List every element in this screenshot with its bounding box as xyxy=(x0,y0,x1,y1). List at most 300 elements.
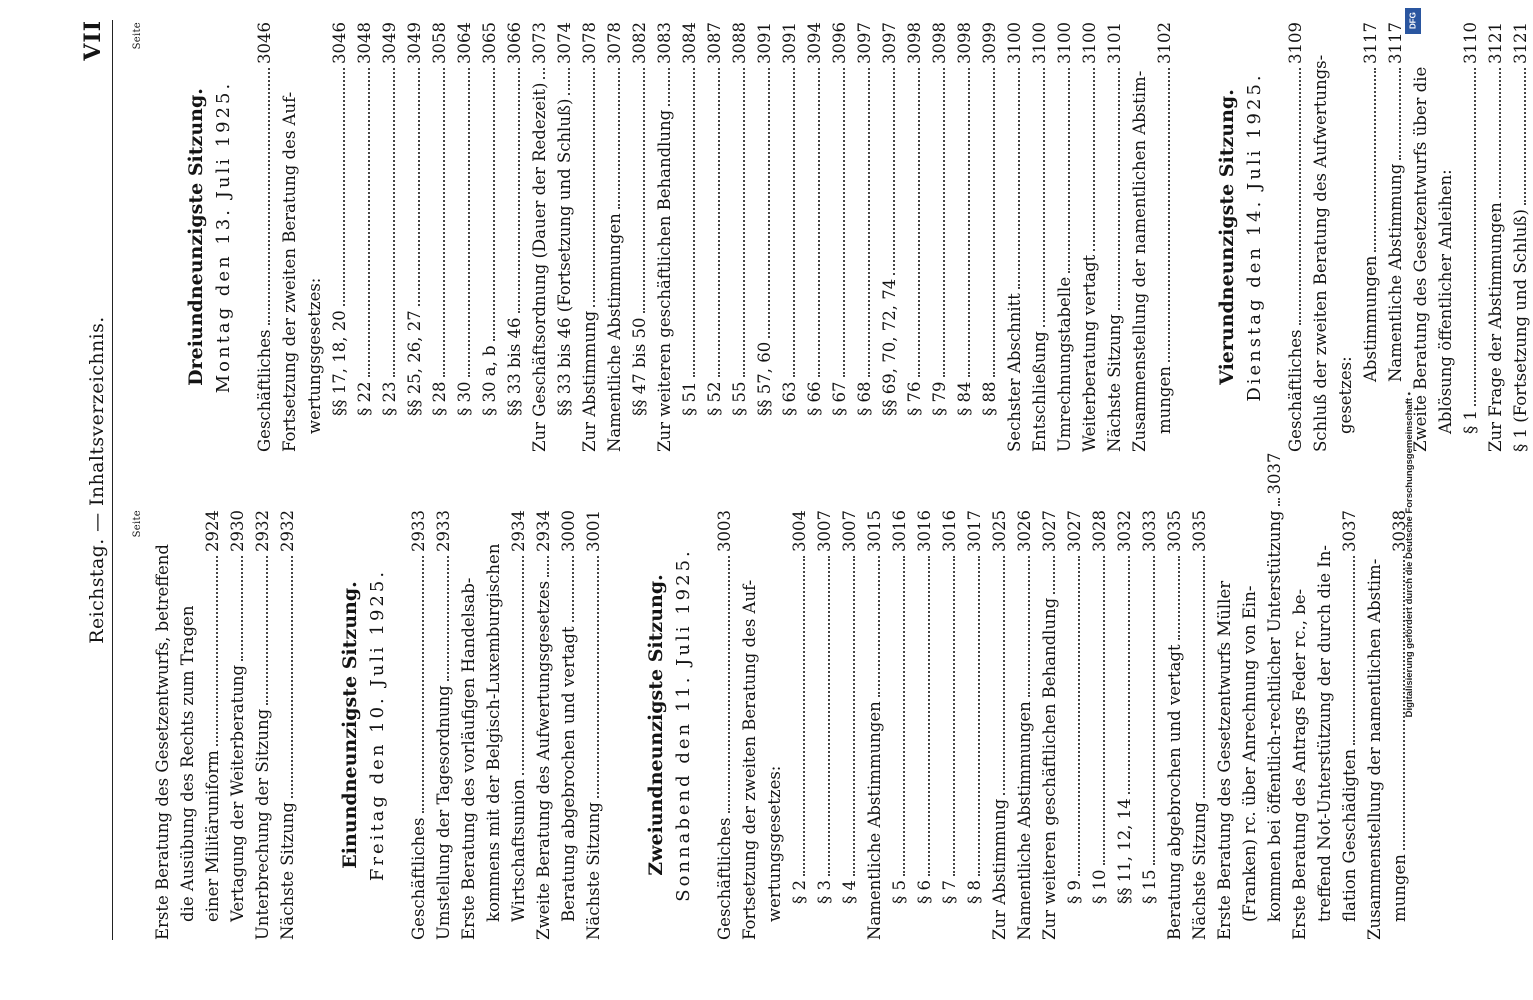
leader-dots xyxy=(893,68,895,275)
seite-label: Seite xyxy=(132,22,143,50)
leader-dots xyxy=(468,68,470,378)
toc-entry xyxy=(252,22,277,452)
toc-entry xyxy=(727,22,752,452)
session-date: Dienstag den 14. Juli 1925. xyxy=(1244,72,1265,402)
page-number: 2924 xyxy=(203,510,222,552)
page-number: 3091 xyxy=(755,22,774,64)
toc-entry-label: Vertagung der Weiterberatung xyxy=(228,664,247,922)
page-number: 3027 xyxy=(1065,510,1084,552)
toc-entry xyxy=(602,22,627,452)
toc-entry xyxy=(275,510,300,940)
toc-entry-label: § 88 xyxy=(980,381,999,416)
toc-entry-line: Zusammenstellung der namentlichen Abstim- xyxy=(1365,558,1384,940)
leader-dots xyxy=(943,68,945,378)
page-number: 3101 xyxy=(1105,22,1124,64)
page-number: 3098 xyxy=(905,22,924,64)
toc-entry xyxy=(762,510,787,940)
toc-entry-label: mungen xyxy=(1390,854,1409,922)
toc-entry xyxy=(1112,510,1137,940)
leader-dots xyxy=(903,556,905,876)
toc-entry-label: einer Militäruniform xyxy=(203,750,222,922)
toc-entry-label: Zur weiteren geschäftlichen Behandlung xyxy=(1040,597,1059,940)
dfg-logo: DFG xyxy=(1405,8,1421,34)
toc-entry-line: Zweite Beratung des Gesetzentwurfs über die xyxy=(1411,66,1430,452)
page-number: 3088 xyxy=(730,22,749,64)
leader-dots xyxy=(266,556,268,705)
toc-entry-label: § 3 xyxy=(815,880,834,904)
leader-dots xyxy=(443,68,445,378)
page-number: 3016 xyxy=(890,510,909,552)
page-number: 3121 xyxy=(1486,22,1505,64)
toc-entry-label: §§ 33 bis 46 xyxy=(505,317,524,416)
toc-entry-label: § 23 xyxy=(380,381,399,416)
toc-entry-label: §§ 17, 18, 20 xyxy=(330,310,349,416)
toc-entry-line: Erste Beratung des Gesetzentwurfs, betreffend xyxy=(153,544,172,940)
toc-entry-label: Nächste Sitzung xyxy=(1105,314,1124,452)
toc-entry xyxy=(1433,22,1458,452)
toc-entry xyxy=(1062,510,1087,940)
toc-entry-label: § 9 xyxy=(1065,880,1084,904)
session-title: Zweiundneunzigste Sitzung. xyxy=(645,574,667,876)
toc-entry xyxy=(1483,22,1508,452)
toc-entry-label: § 30 a, b xyxy=(480,345,499,416)
toc-entry-label: Geschäftliches xyxy=(409,817,428,940)
page-number: 3015 xyxy=(865,510,884,552)
toc-entry xyxy=(352,22,377,452)
page-number: 3058 xyxy=(430,22,449,64)
toc-entry-label: Namentliche Abstimmungen xyxy=(1015,701,1034,940)
toc-entry-label: Zweite Beratung des Aufwertungsgesetzes xyxy=(534,580,553,940)
page-number: 3100 xyxy=(1055,22,1074,64)
toc-entry-label: Namentliche Abstimmungen xyxy=(865,701,884,940)
page-number: 2934 xyxy=(509,510,528,552)
toc-entry-label: Unterbrechung der Sitzung xyxy=(253,708,272,940)
leader-dots xyxy=(1299,68,1301,325)
page-number: 3016 xyxy=(940,510,959,552)
toc-entry xyxy=(1337,510,1362,940)
leader-dots xyxy=(268,68,270,325)
toc-entry xyxy=(1077,22,1102,452)
leader-dots xyxy=(1168,68,1170,362)
toc-entry xyxy=(250,510,275,940)
leader-dots xyxy=(978,556,980,876)
leader-dots xyxy=(1068,68,1070,273)
toc-entry xyxy=(1162,510,1187,940)
page-number: 2930 xyxy=(228,510,247,552)
leader-dots xyxy=(843,68,845,378)
seite-label: Seite xyxy=(132,510,143,538)
leader-dots xyxy=(1003,556,1005,795)
toc-entry-label: gesetzes: xyxy=(1336,356,1355,434)
toc-entry-label: §§ 47 bis 50 xyxy=(630,317,649,416)
page-number: 3100 xyxy=(1080,22,1099,64)
toc-entry-label: Geschäftliches xyxy=(255,329,274,452)
toc-entry-label: flation Geschädigten xyxy=(1340,748,1359,922)
toc-entry-label: Nächste Sitzung xyxy=(584,802,603,940)
toc-entry xyxy=(431,510,456,940)
page-number: 3117 xyxy=(1386,22,1405,64)
toc-entry-label: Nächste Sitzung xyxy=(278,802,297,940)
page-number: 3078 xyxy=(605,22,624,64)
toc-entry-label: §§ 33 bis 46 (Fortsetzung und Schluß) xyxy=(555,98,574,416)
toc-entry xyxy=(862,510,887,940)
session-date: Sonnabend den 11. Juli 1925. xyxy=(673,548,694,902)
toc-entry-label: § 7 xyxy=(940,880,959,904)
leader-dots xyxy=(743,68,745,378)
toc-entry xyxy=(377,22,402,452)
page-number: 3097 xyxy=(855,22,874,64)
leader-dots xyxy=(668,68,670,106)
toc-entry xyxy=(1002,22,1027,452)
toc-entry-label: Umstellung der Tagesordnung xyxy=(434,685,453,940)
leader-dots xyxy=(618,68,620,209)
toc-entry xyxy=(752,22,777,452)
toc-entry-label: § 2 xyxy=(790,880,809,904)
right-column-body xyxy=(182,22,1533,452)
toc-entry-label: Entschließung xyxy=(1030,331,1049,452)
left-column xyxy=(132,452,1409,940)
toc-entry-label: Zur Abstimmung xyxy=(580,310,599,452)
toc-entry xyxy=(1333,22,1358,452)
toc-entry-line: Erste Beratung des Antrags Feder rc., be- xyxy=(1290,588,1309,940)
toc-entry xyxy=(837,510,862,940)
toc-entry xyxy=(902,22,927,452)
leader-dots xyxy=(543,68,545,79)
page-number: 3035 xyxy=(1190,510,1209,552)
toc-entry xyxy=(987,510,1012,940)
toc-entry-label: §§ 69, 70, 72, 74 xyxy=(880,278,899,416)
toc-entry-line: die Ausübung des Rechts zum Tragen xyxy=(178,605,197,922)
toc-entry xyxy=(1152,22,1177,452)
page-number: 3049 xyxy=(380,22,399,64)
toc-entry xyxy=(927,22,952,452)
leader-dots xyxy=(1499,68,1501,198)
toc-entry xyxy=(777,22,802,452)
toc-entry-label: Weiterberatung vertagt xyxy=(1080,254,1099,452)
page-number: 3084 xyxy=(680,22,699,64)
page-number: 3032 xyxy=(1115,510,1134,552)
toc-entry-label: kommen bei öffentlich-rechtlicher Unterstützung xyxy=(1265,510,1284,922)
leader-dots xyxy=(868,68,870,378)
toc-entry-label: § 67 xyxy=(830,381,849,416)
toc-entry xyxy=(1052,22,1077,452)
toc-entry-line: kommens mit der Belgisch-Luxemburgischen xyxy=(484,543,503,922)
toc-entry-label: Namentliche Abstimmungen xyxy=(605,213,624,452)
toc-entry xyxy=(527,22,552,452)
leader-dots xyxy=(522,556,524,775)
toc-entry xyxy=(977,22,1002,452)
leader-dots xyxy=(993,68,995,378)
toc-entry xyxy=(812,510,837,940)
toc-entry xyxy=(452,22,477,452)
toc-entry-label: §§ 11, 12, 14 xyxy=(1115,798,1134,904)
leader-dots xyxy=(1353,556,1355,745)
leader-dots xyxy=(343,68,345,306)
leader-dots xyxy=(968,68,970,378)
page-number: 3100 xyxy=(1005,22,1024,64)
toc-entry-label: § 28 xyxy=(430,381,449,416)
page-number: 3065 xyxy=(480,22,499,64)
leader-dots xyxy=(593,68,595,307)
toc-entry xyxy=(1458,22,1483,452)
toc-entry xyxy=(502,22,527,452)
toc-entry xyxy=(787,510,812,940)
toc-entry-label: § 68 xyxy=(855,381,874,416)
leader-dots xyxy=(1078,556,1080,876)
page-number: 3098 xyxy=(955,22,974,64)
page-number: 3038 xyxy=(1390,510,1409,552)
toc-entry xyxy=(712,510,737,940)
leader-dots xyxy=(1128,556,1130,794)
leader-dots xyxy=(393,68,395,378)
toc-entry-label: § 4 xyxy=(840,880,859,904)
toc-entry-label: § 66 xyxy=(805,381,824,416)
toc-entry-label: § 1 xyxy=(1461,410,1480,434)
leader-dots xyxy=(1053,556,1055,594)
page-number: 3033 xyxy=(1140,510,1159,552)
toc-entry-label: Zur weiteren geschäftlichen Behandlung xyxy=(655,109,674,452)
page-number: 2932 xyxy=(253,510,272,552)
toc-entry xyxy=(1102,22,1127,452)
toc-entry xyxy=(627,22,652,452)
leader-dots xyxy=(1153,556,1155,866)
toc-entry xyxy=(302,22,327,452)
page-number: 2933 xyxy=(409,510,428,552)
toc-entry-label: Zur Geschäftsordnung (Dauer der Redezeit) xyxy=(530,82,549,452)
leader-dots xyxy=(878,556,880,697)
page-number: 3099 xyxy=(980,22,999,64)
page-number: 3035 xyxy=(1165,510,1184,552)
page-number: 3102 xyxy=(1155,22,1174,64)
toc-entry xyxy=(406,510,431,940)
page-number: 3001 xyxy=(584,510,603,552)
toc-entry xyxy=(556,510,581,940)
page-number: 3094 xyxy=(805,22,824,64)
leader-dots xyxy=(1028,556,1030,697)
session-title: Einundneunzigste Sitzung. xyxy=(339,581,361,869)
page-number: 3078 xyxy=(580,22,599,64)
leader-dots xyxy=(828,556,830,876)
toc-entry-line: Fortsetzung der zweiten Beratung des Auf- xyxy=(740,579,759,940)
toc-entry-label: § 30 xyxy=(455,381,474,416)
leader-dots xyxy=(241,556,243,661)
toc-entry xyxy=(402,22,427,452)
page-number: 3064 xyxy=(455,22,474,64)
toc-entry-label: §§ 25, 26, 27 xyxy=(405,310,424,416)
toc-entry-label: Sechster Abschnitt xyxy=(1005,293,1024,452)
page-number: 3073 xyxy=(530,22,549,64)
page-number: 3082 xyxy=(630,22,649,64)
page-number: 2932 xyxy=(278,510,297,552)
toc-entry-line: Erste Beratung des vorläufigen Handelsab- xyxy=(459,577,478,940)
toc-entry-label: Abstimmungen xyxy=(1361,255,1380,382)
toc-entry xyxy=(1087,510,1112,940)
running-head-title: Reichstag. — Inhaltsverzeichnis. xyxy=(86,316,108,644)
leader-dots xyxy=(597,556,599,798)
toc-entry xyxy=(1137,510,1162,940)
header-rule xyxy=(112,20,113,940)
leader-dots xyxy=(568,68,570,95)
leader-dots xyxy=(1474,68,1476,406)
toc-entry xyxy=(1283,22,1308,452)
leader-dots xyxy=(728,556,730,813)
toc-entry-label: Ablösung öffentlicher Anleihen: xyxy=(1436,169,1455,434)
page-number: 3098 xyxy=(930,22,949,64)
leader-dots xyxy=(1374,68,1376,252)
leader-dots xyxy=(1118,68,1120,310)
toc-entry xyxy=(1508,22,1533,452)
session-date: Montag den 13. Juli 1925. xyxy=(213,80,234,394)
toc-entry-label: § 79 xyxy=(930,381,949,416)
toc-entry-label: § 6 xyxy=(915,880,934,904)
toc-entry xyxy=(852,22,877,452)
toc-entry-label: Geschäftliches xyxy=(1286,329,1305,452)
page-number: 3074 xyxy=(555,22,574,64)
leader-dots xyxy=(216,556,218,746)
leader-dots xyxy=(918,68,920,378)
page-number: 3007 xyxy=(840,510,859,552)
toc-entry-label: wertungsgesetzes: xyxy=(305,277,324,434)
page-number: 3004 xyxy=(790,510,809,552)
page-number: 3017 xyxy=(965,510,984,552)
leader-dots xyxy=(422,556,424,813)
page-number: 3087 xyxy=(705,22,724,64)
toc-entry xyxy=(962,510,987,940)
toc-entry-line: Erste Beratung des Gesetzentwurfs Müller xyxy=(1215,580,1234,940)
page-number: 3026 xyxy=(1015,510,1034,552)
leader-dots xyxy=(547,556,549,577)
leader-dots xyxy=(447,556,449,681)
leader-dots xyxy=(818,68,820,378)
leader-dots xyxy=(493,68,495,341)
toc-entry xyxy=(477,22,502,452)
leader-dots xyxy=(928,556,930,876)
toc-entry xyxy=(552,22,577,452)
toc-entry xyxy=(827,22,852,452)
page-number: 3027 xyxy=(1040,510,1059,552)
toc-entry xyxy=(802,22,827,452)
toc-entry xyxy=(952,22,977,452)
page-number: 3110 xyxy=(1461,22,1480,64)
toc-entry-line: Fortsetzung der zweiten Beratung des Auf- xyxy=(280,91,299,452)
dfg-strip xyxy=(1394,0,1434,1000)
page-number: 3100 xyxy=(1030,22,1049,64)
page-number: 3046 xyxy=(330,22,349,64)
leader-dots xyxy=(1018,68,1020,289)
leader-dots xyxy=(1043,68,1045,327)
leader-dots xyxy=(1203,556,1205,798)
toc-entry-label: Umrechnungstabelle xyxy=(1055,276,1074,452)
toc-entry xyxy=(327,22,352,452)
toc-entry-label: § 10 xyxy=(1090,869,1109,904)
page-number: 3117 xyxy=(1361,22,1380,64)
toc-entry-label: Zur Frage der Abstimmungen xyxy=(1486,202,1505,452)
leader-dots xyxy=(1278,498,1280,506)
page-number: 3028 xyxy=(1090,510,1109,552)
leader-dots xyxy=(953,556,955,876)
toc-entry-label: § 76 xyxy=(905,381,924,416)
toc-entry-label: § 8 xyxy=(965,880,984,904)
leader-dots xyxy=(693,68,695,378)
page-number: 3096 xyxy=(830,22,849,64)
toc-entry xyxy=(225,510,250,940)
toc-entry-label: § 5 xyxy=(890,880,909,904)
running-head xyxy=(80,20,120,940)
toc-entry-label: Nächste Sitzung xyxy=(1190,802,1209,940)
toc-entry xyxy=(427,22,452,452)
leader-dots xyxy=(368,68,370,378)
page-number: 3037 xyxy=(1340,510,1359,552)
leader-dots xyxy=(643,68,645,313)
toc-entry-label: Namentliche Abstimmung xyxy=(1386,163,1405,382)
toc-entry-line: Schluß der zweiten Beratung des Aufwertungs- xyxy=(1311,54,1330,452)
page-number: 2934 xyxy=(534,510,553,552)
toc-entry-label: § 22 xyxy=(355,381,374,416)
page-number: 3007 xyxy=(815,510,834,552)
page-number: 3016 xyxy=(915,510,934,552)
page-number: 3121 xyxy=(1511,22,1530,64)
toc-entry-label: § 63 xyxy=(780,381,799,416)
toc-entry xyxy=(1358,22,1383,452)
toc-entry xyxy=(1187,510,1212,940)
page-number: 3000 xyxy=(559,510,578,552)
leader-dots xyxy=(418,68,420,306)
toc-entry xyxy=(577,22,602,452)
page-number: 3003 xyxy=(715,510,734,552)
page-number: 3048 xyxy=(355,22,374,64)
session-title: Vierundneunzigste Sitzung. xyxy=(1216,89,1238,385)
page-number: 2933 xyxy=(434,510,453,552)
toc-entry-label: § 51 xyxy=(680,381,699,416)
page-number: 3037 xyxy=(1265,452,1284,495)
toc-entry xyxy=(1262,452,1287,940)
toc-entry-line: Zusammenstellung der namentlichen Abstim- xyxy=(1130,70,1149,452)
session-date: Freitag den 10. Juli 1925. xyxy=(367,568,388,882)
toc-entry xyxy=(1012,510,1037,940)
leader-dots xyxy=(1103,556,1105,866)
leader-dots xyxy=(518,68,520,313)
toc-entry-line: (Franken) rc. über Anrechnung von Ein- xyxy=(1240,585,1259,922)
page-number: 3083 xyxy=(655,22,674,64)
page-number: 3049 xyxy=(405,22,424,64)
session-title: Dreiundneunzigste Sitzung. xyxy=(185,88,207,386)
toc-entry-label: § 84 xyxy=(955,381,974,416)
toc-entry-label: Geschäftliches xyxy=(715,817,734,940)
toc-entry-label: Beratung abgebrochen und vertagt xyxy=(1165,644,1184,940)
leader-dots xyxy=(793,68,795,378)
leader-dots xyxy=(768,68,770,338)
page-folio: VII xyxy=(80,20,106,61)
leader-dots xyxy=(291,556,293,798)
toc-entry xyxy=(581,510,606,940)
toc-entry xyxy=(887,510,912,940)
right-column xyxy=(132,22,1530,452)
toc-entry-label: § 1 (Fortsetzung und Schluß) xyxy=(1511,209,1530,452)
toc-entry-label: Beratung abgebrochen und vertagt xyxy=(559,626,578,922)
leader-dots xyxy=(853,556,855,876)
toc-entry xyxy=(200,510,225,940)
toc-entry-line: treffend Not-Unterstützung der durch die In- xyxy=(1315,545,1334,922)
page-number: 3046 xyxy=(255,22,274,64)
page-number: 3097 xyxy=(880,22,899,64)
toc-entry xyxy=(877,22,902,452)
toc-entry-label: mungen xyxy=(1155,366,1174,434)
dfg-funding-notice: Digitalisierung gefördert durch die Deutsche Forschungsgemeinschaft • xyxy=(1404,392,1415,718)
leader-dots xyxy=(718,68,720,378)
toc-entry-label: § 52 xyxy=(705,381,724,416)
leader-dots xyxy=(572,556,574,622)
page-number: 3025 xyxy=(990,510,1009,552)
